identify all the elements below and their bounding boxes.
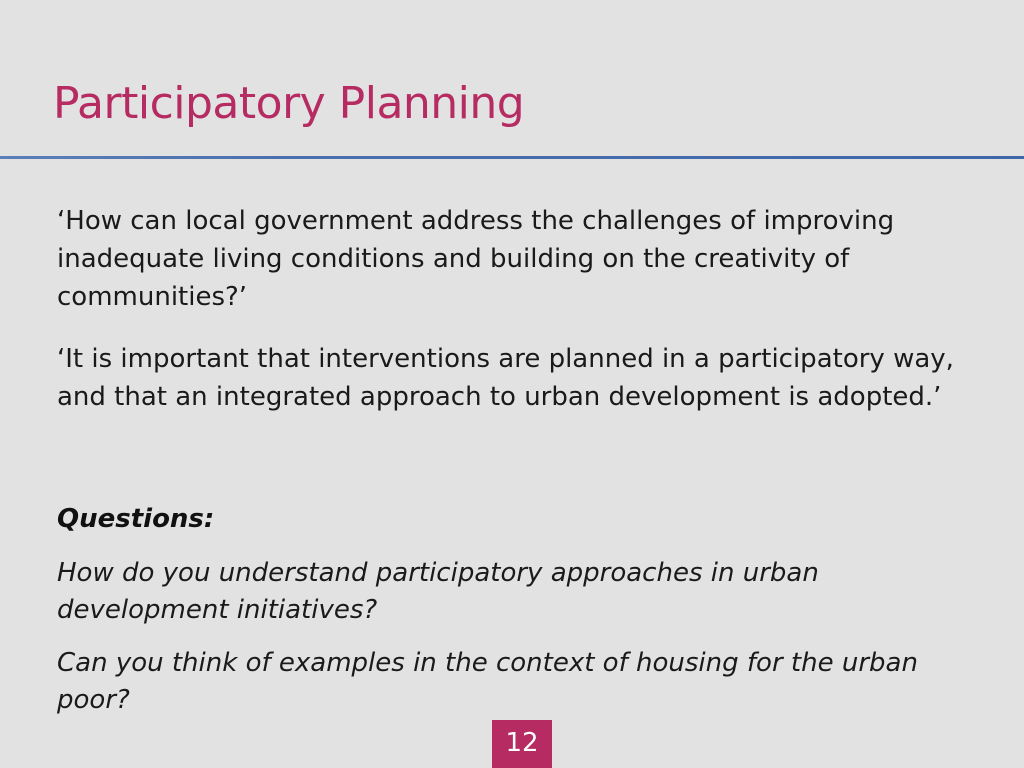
question-item: Can you think of examples in the context of housing for the urban poor? [57, 648, 918, 715]
page-number-badge: 12 [492, 720, 552, 768]
slide-title: Participatory Planning [53, 78, 525, 129]
questions-heading: Questions: [57, 504, 215, 534]
quote-paragraph-1: ‘How can local government address the challenges of improving inadequate living conditions and building on the creativity of communities?’ [57, 206, 895, 312]
title-divider [0, 156, 1024, 159]
quote-paragraph-2: ‘It is important that interventions are planned in a participatory way, and that an integrated approach to urban development is adopted.’ [57, 344, 954, 412]
question-item: How do you understand participatory approaches in urban development initiatives? [57, 558, 819, 625]
